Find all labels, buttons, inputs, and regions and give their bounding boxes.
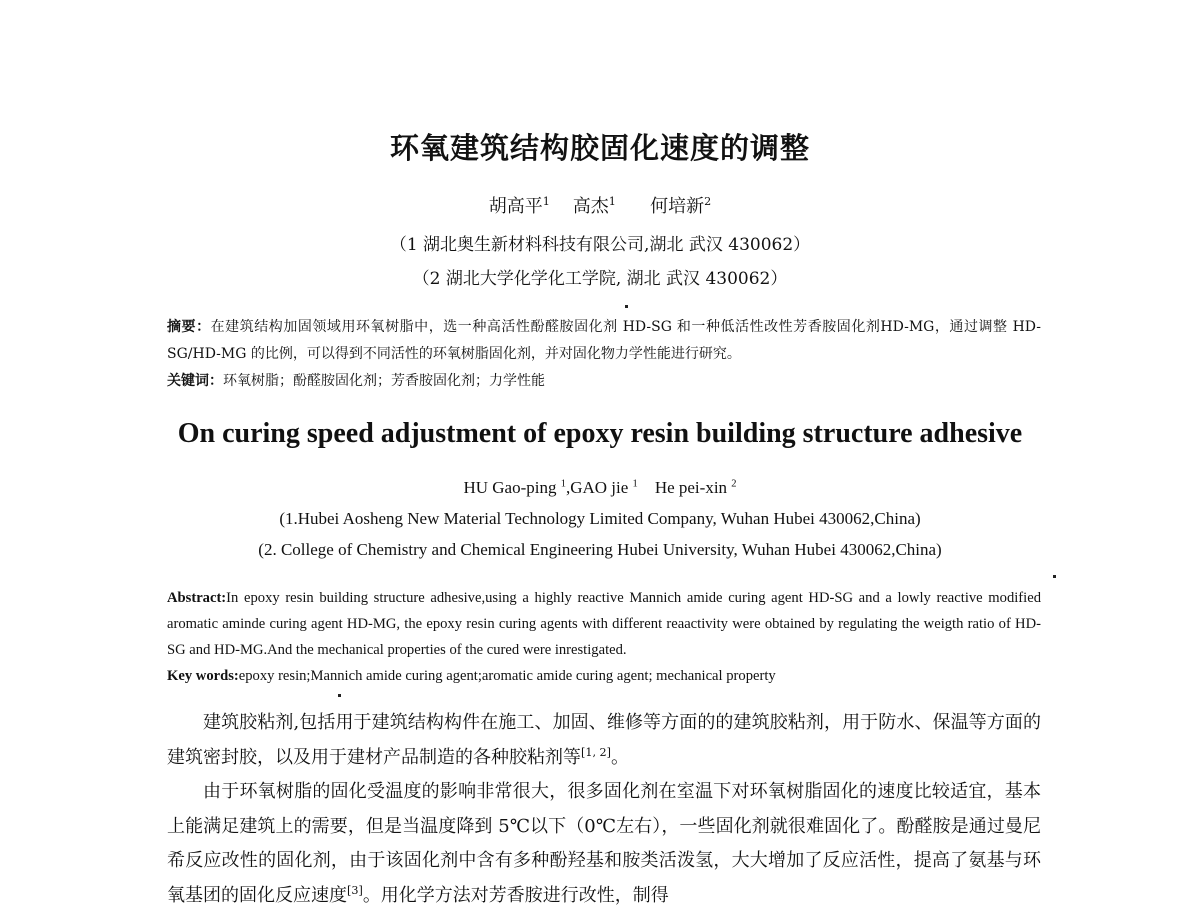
english-affiliation-2: (2. College of Chemistry and Chemical Engineering Hubei University, Wuhan Hubei 430062,China) bbox=[258, 540, 942, 559]
chinese-authors bbox=[0, 192, 1200, 218]
body-text bbox=[167, 706, 1041, 913]
author-affiliation-mark: 2 bbox=[704, 195, 712, 208]
author-name: He pei-xin bbox=[654, 478, 732, 497]
body-paragraph-1 bbox=[167, 706, 1041, 775]
paragraph-text: 由于环氧树脂的固化受温度的影响非常很大，很多固化剂在室温下对环氧树脂固化的速度比较适宜，基本上能满足建筑上的需要，但是当温度降到 5℃以下（0℃左右），一些固化剂就很难固化了。酚醛胺是通过曼尼希反应改性的固化剂，由于该固化剂中含有多种酚羟基和胺类活泼氢，大大增加了反应活性，提高了氨基与环氧基团的固化反应速度 bbox=[167, 781, 1041, 906]
author-name: HU Gao-ping bbox=[463, 478, 561, 497]
paragraph-text: 。 bbox=[611, 746, 629, 768]
citation: [3] bbox=[347, 883, 363, 897]
keywords-text: 环氧树脂；酚醛胺固化剂；芳香胺固化剂；力学性能 bbox=[223, 373, 545, 389]
scan-speck bbox=[1053, 575, 1056, 578]
author-affiliation-mark: 1 bbox=[632, 478, 638, 490]
author-affiliation-mark: 2 bbox=[731, 478, 737, 490]
english-abstract bbox=[167, 585, 1041, 689]
abstract-text: 在建筑结构加固领域用环氧树脂中，选一种高活性酚醛胺固化剂 HD-SG 和一种低活性改性芳香胺固化剂HD-MG，通过调整 HD-SG/HD-MG 的比例，可以得到不同活性的环氧树脂固化剂，并对固化物力学性能进行研究。 bbox=[167, 319, 1041, 362]
chinese-title: 环氧建筑结构胶固化速度的调整 bbox=[389, 131, 810, 165]
abstract-label: 摘要： bbox=[167, 319, 211, 335]
keywords-text: epoxy resin;Mannich amide curing agent;aromatic amide curing agent; mechanical property bbox=[238, 668, 776, 684]
keywords-label: Key words: bbox=[167, 668, 239, 684]
author-name: 高杰 bbox=[572, 196, 609, 217]
author-affiliation-mark: 1 bbox=[608, 195, 616, 208]
abstract-label: Abstract: bbox=[167, 590, 227, 606]
english-affiliation-1: (1.Hubei Aosheng New Material Technology Limited Company, Wuhan Hubei 430062,China) bbox=[279, 509, 921, 528]
chinese-affiliation-1: （1 湖北奥生新材料科技有限公司,湖北 武汉 430062） bbox=[389, 235, 811, 255]
abstract-text: In epoxy resin building structure adhesive,using a highly reactive Mannich amide curing agent HD-SG and a lowly reactive modified aromatic aminde curing agent HD-MG, the epoxy resin curing agents with different reaactivity were obtained by regulating the weigth ratio of HD-SG and HD-MG.And the mechanical properties of the cured were inrestigated. bbox=[167, 590, 1041, 658]
keywords-label: 关键词： bbox=[167, 373, 223, 389]
chinese-affiliation-2: （2 湖北大学化学化工学院, 湖北 武汉 430062） bbox=[412, 269, 788, 289]
citation: [1, 2] bbox=[581, 745, 611, 759]
author-name: 胡高平 bbox=[488, 196, 543, 217]
author-name: 何培新 bbox=[650, 196, 705, 217]
chinese-abstract bbox=[167, 314, 1041, 395]
english-title: On curing speed adjustment of epoxy resin building structure adhesive bbox=[177, 418, 1023, 449]
paragraph-text: 。用化学方法对芳香胺进行改性，制得 bbox=[362, 884, 669, 906]
paragraph-text: 建筑胶粘剂,包括用于建筑结构构件在施工、加固、维修等方面的的建筑胶粘剂，用于防水、保温等方面的建筑密封胶，以及用于建材产品制造的各种胶粘剂等 bbox=[167, 712, 1041, 768]
body-paragraph-2 bbox=[167, 775, 1041, 913]
scan-speck bbox=[338, 694, 341, 697]
author-affiliation-mark: 1 bbox=[560, 478, 566, 490]
english-authors bbox=[0, 478, 1200, 498]
author-affiliation-mark: 1 bbox=[542, 195, 550, 208]
scan-speck bbox=[625, 305, 628, 308]
author-name: ,GAO jie bbox=[565, 478, 633, 497]
